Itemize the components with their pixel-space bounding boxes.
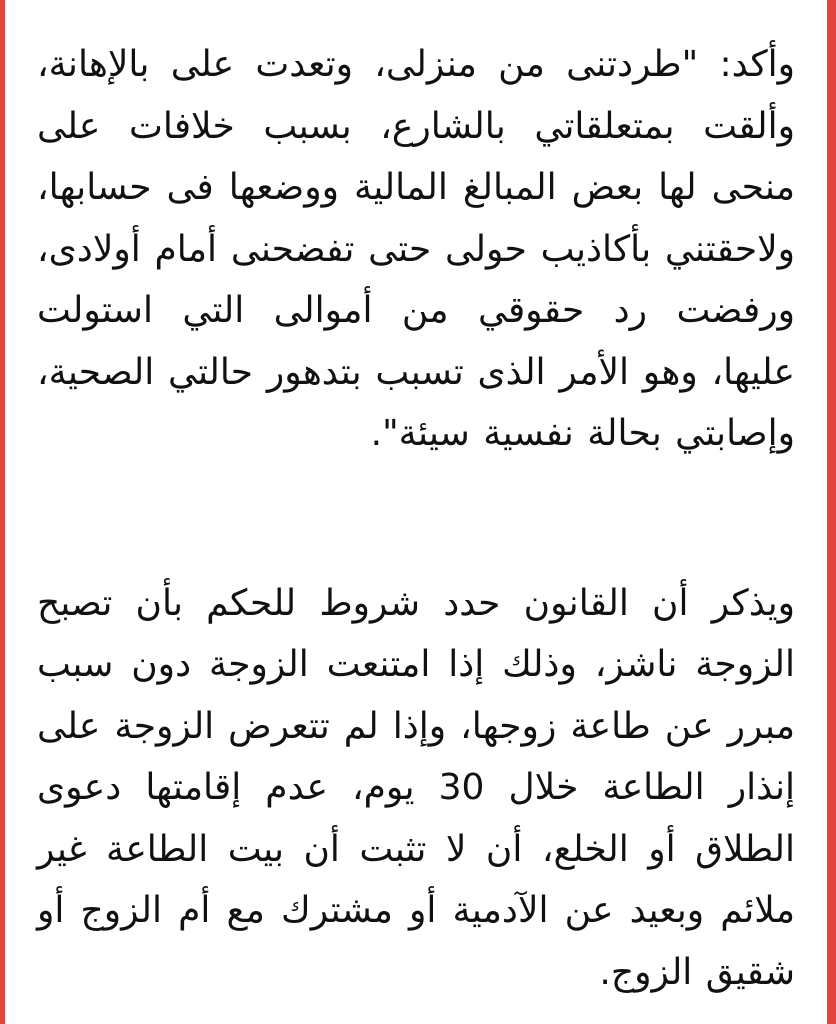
article-paragraph-1: وأكد: "طردتنى من منزلى، وتعدت على بالإهانة، وألقت بمتعلقاتي بالشارع، بسبب خلافات على منحى لها بعض المبالغ المالية ووضعها فى حسابها، ولاحقتني بأكاذيب حولى حتى تفضحنى أمام أولادى، ورفضت رد حقوقي من أموالى التي استولت عليها، وهو الأمر الذى تسبب بتدهور حالتي الصحية، وإصابتي بحالة نفسية سيئة". — [37, 44, 795, 454]
article-paragraph-2: ويذكر أن القانون حدد شروط للحكم بأن تصبح الزوجة ناشز، وذلك إذا امتنعت الزوجة دون سبب مبرر عن طاعة زوجها، وإذا لم تتعرض الزوجة على إنذار الطاعة خلال 30 يوم، عدم إقامتها دعوى الطلاق أو الخلع، أن لا تثبت أن بيت الطاعة غير ملائم وبعيد عن الآدمية أو مشترك مع أم الزوج أو شقيق الزوج. — [37, 582, 795, 993]
article-body — [37, 34, 795, 1003]
right-accent-border — [827, 0, 836, 1024]
left-accent-border — [0, 0, 5, 1024]
